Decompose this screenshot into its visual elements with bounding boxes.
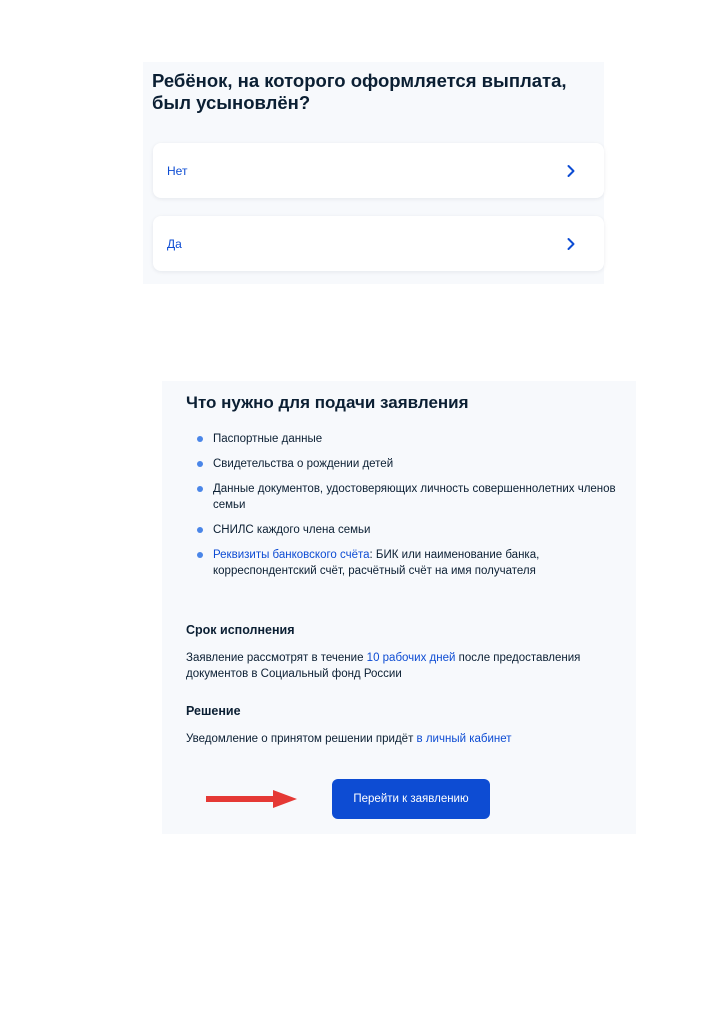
bullet-icon <box>197 486 203 492</box>
decision-title: Решение <box>186 704 241 718</box>
list-item <box>197 481 617 513</box>
list-item <box>197 547 617 579</box>
requirement-text: : БИК или наименование банка, корреспондентский счёт, расчётный счёт на имя получателя <box>213 549 540 577</box>
requirements-list <box>197 431 617 588</box>
question-title: Ребёнок, на которого оформляется выплата, был усыновлён? <box>152 70 567 113</box>
go-to-application-button[interactable]: Перейти к заявлению <box>332 779 490 819</box>
arrow-right-icon <box>205 789 297 809</box>
term-text <box>186 650 616 682</box>
adoption-question-panel <box>143 62 604 284</box>
list-item <box>197 431 617 447</box>
requirement-text: Свидетельства о рождении детей <box>213 458 394 470</box>
decision-text <box>186 731 616 747</box>
list-item <box>197 456 617 472</box>
application-info-panel <box>162 381 636 834</box>
bullet-icon <box>197 552 203 558</box>
chevron-right-icon <box>564 164 578 178</box>
chevron-right-icon <box>564 237 578 251</box>
bullet-icon <box>197 436 203 442</box>
option-no-label: Нет <box>167 163 188 178</box>
requirement-text: Паспортные данные <box>213 433 323 445</box>
bullet-icon <box>197 527 203 533</box>
option-yes[interactable] <box>153 216 604 271</box>
option-yes-label: Да <box>167 236 182 251</box>
decision-text-before: Уведомление о принятом решении придёт <box>186 733 417 745</box>
term-text-after: после предоставления документов в Социальный фонд России <box>186 652 581 680</box>
requirement-text: Данные документов, удостоверяющих личность совершеннолетних членов семьи <box>213 483 616 511</box>
term-title: Срок исполнения <box>186 623 295 637</box>
list-item <box>197 522 617 538</box>
info-title: Что нужно для подачи заявления <box>186 393 469 412</box>
personal-account-link[interactable]: в личный кабинет <box>416 733 512 745</box>
bullet-icon <box>197 461 203 467</box>
working-days-link[interactable]: 10 рабочих дней <box>366 652 456 664</box>
bank-details-link[interactable]: Реквизиты банковского счёта <box>213 549 370 561</box>
term-text-before: Заявление рассмотрят в течение <box>186 652 367 664</box>
requirement-text: СНИЛС каждого члена семьи <box>213 524 371 536</box>
option-no[interactable] <box>153 143 604 198</box>
